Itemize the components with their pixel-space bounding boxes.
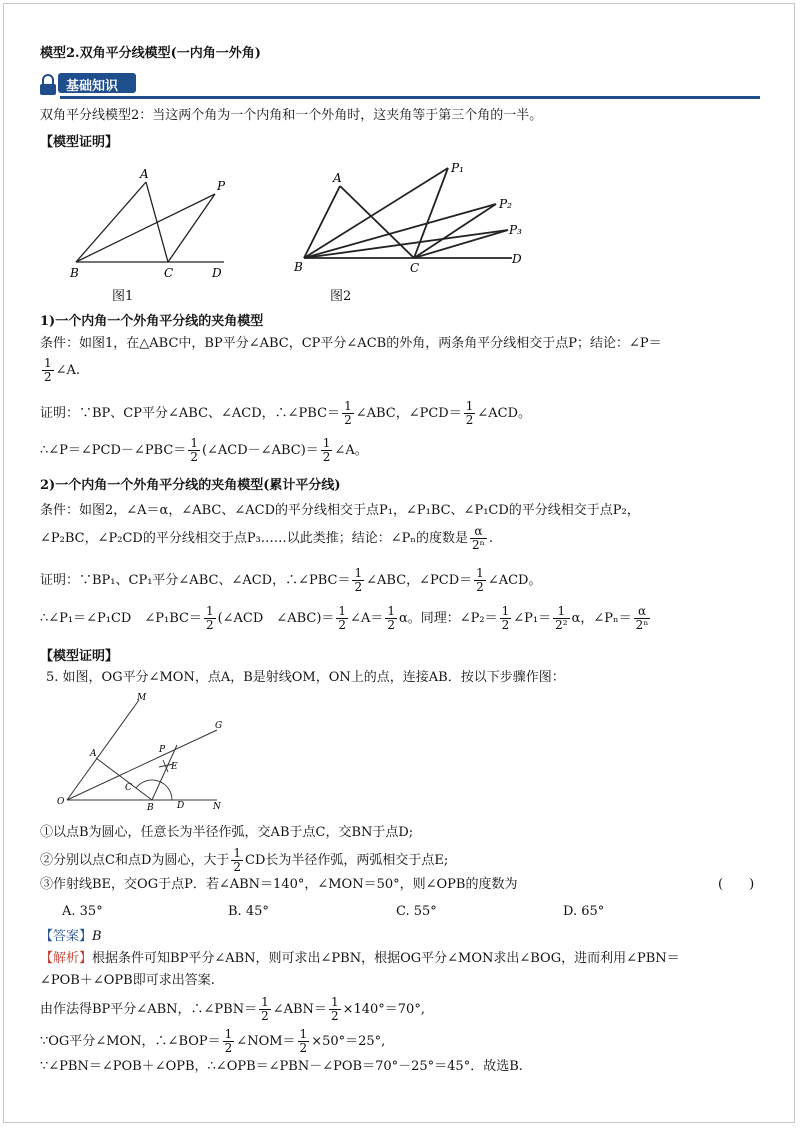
page-title: 模型2.双角平分线模型(一内角一外角) — [40, 46, 261, 61]
label-a: A — [140, 167, 149, 181]
part1-condition-text: 条件：如图1，在△ABC中，BP平分∠ABC，CP平分∠ACB的外角，两条角平分线相交于点P；结论：∠P＝ — [40, 336, 662, 351]
figure-1 — [60, 160, 240, 290]
analysis-label: 【解析】 — [40, 951, 93, 966]
part1-proof2: ∴∠P＝∠PCD－∠PBC＝ $\frac{1}{2}$ (∠ACD－∠ABC)＝ $\frac{1}{2}$ ∠A。 — [40, 436, 368, 464]
step-3: ③作射线BE，交OG于点P．若∠ABN＝140°，∠MON＝50°，则∠OPB的度数为 — [40, 877, 518, 892]
answer-line — [40, 928, 102, 946]
answer-label: 【答案】 — [40, 929, 93, 944]
line-bp3 — [304, 230, 508, 258]
label-o: O — [57, 797, 65, 807]
fraction-half: $\frac{1}{2}$ — [44, 356, 52, 384]
label-a: A — [90, 749, 97, 759]
label-p: P — [217, 179, 226, 193]
part1-proof: 证明：∵BP、CP平分∠ABC、∠ACD，∴∠PBC＝ $\frac{1}{2}$ ∠ABC，∠PCD＝ $\frac{1}{2}$ ∠ACD。 — [40, 399, 532, 427]
part2-title: 2)一个内角一个外角平分线的夹角模型(累计平分线) — [40, 478, 341, 493]
option-b[interactable]: B. 45° — [228, 904, 269, 919]
line-cp3 — [414, 230, 508, 258]
part2-proof: 证明：∵BP₁、CP₁平分∠ABC、∠ACD，∴∠PBC＝ $\frac{1}{2}$ ∠ABC，∠PCD＝ $\frac{1}{2}$ ∠ACD。 — [40, 566, 542, 594]
arc-cd — [136, 780, 172, 800]
label-e: E — [171, 762, 178, 772]
problem-header: 【模型证明】 — [40, 649, 119, 664]
part2-proof2: ∴∠P₁＝∠P₁CD ∠P₁BC＝ $\frac{1}{2}$ (∠ACD ∠ABC)＝ $\frac{1}{2}$ ∠A＝ $\frac{1}{2}$ α。同理：∠P₂＝ $\frac{1}{2}$ ∠P₁＝ $\frac{1}{\text{2²}}$ α，∠Pₙ＝ $\frac{\alpha}{\text{2ⁿ}}$ — [40, 604, 649, 632]
answer-paren: ( ) — [718, 877, 755, 892]
label-b: B — [294, 260, 303, 274]
section-divider — [60, 96, 760, 99]
line-cp — [168, 194, 215, 262]
label-g: G — [215, 721, 223, 731]
label-m: M — [137, 693, 147, 703]
step-2: ②分别以点C和点D为圆心，大于 $\frac{1}{2}$ CD长为半径作弧，两弧相交于点E; — [40, 846, 449, 874]
line-cp1 — [414, 168, 448, 258]
line-cp2 — [414, 204, 496, 258]
line-ba — [76, 182, 146, 262]
label-d: D — [212, 266, 222, 280]
fig2-caption: 图2 — [330, 289, 352, 304]
label-d: D — [512, 252, 522, 266]
label-p3: P₃ — [509, 223, 522, 237]
part1-condition-cont — [40, 357, 80, 384]
part2-condition: 条件：如图2，∠A＝α，∠ABC、∠ACD的平分线相交于点P₁，∠P₁BC、∠P₁CD的平分线相交于点P₂， — [40, 503, 640, 518]
option-d[interactable]: D. 65° — [563, 904, 605, 919]
label-p1: P₁ — [451, 161, 464, 175]
analysis-line-2: ∠POB＋∠OPB即可求出答案. — [40, 973, 215, 988]
problem-figure — [55, 690, 235, 815]
label-c: C — [410, 261, 420, 275]
part1-condition — [40, 335, 662, 353]
problem-stem: 5. 如图，OG平分∠MON，点A，B是射线OM，ON上的点，连接AB．按以下步骤作图： — [46, 670, 565, 685]
line-bp2 — [304, 204, 496, 258]
lock-icon — [38, 74, 58, 96]
label-p2: P₂ — [499, 197, 512, 211]
analysis-line-4: ∵OG平分∠MON，∴∠BOP＝ $\frac{1}{2}$ ∠NOM＝ $\frac{1}{2}$ ×50°＝25°, — [40, 1027, 386, 1055]
ray-og — [67, 730, 217, 800]
analysis-line-5: ∵∠PBN＝∠POB＋∠OPB，∴∠OPB＝∠PBN－∠POB＝70°－25°＝45°．故选B. — [40, 1059, 523, 1074]
option-c[interactable]: C. 55° — [396, 904, 437, 919]
analysis-line-1: 【解析】根据条件可知BP平分∠ABN，则可求出∠PBN，根据OG平分∠MON求出∠BOG，进而利用∠PBN＝ — [40, 951, 680, 966]
part2-condition-cont: ∠P₂BC，∠P₂CD的平分线相交于点P₃……以此类推；结论：∠Pₙ的度数是 $\frac{\alpha}{\text{2ⁿ}}$ . — [40, 524, 494, 552]
label-d: D — [177, 801, 185, 811]
section-badge-label: 基础知识 — [66, 79, 119, 94]
label-b: B — [147, 803, 154, 813]
label-p: P — [159, 745, 166, 755]
label-c: C — [125, 783, 132, 793]
answer-value: B — [92, 929, 102, 944]
label-b: B — [70, 266, 79, 280]
line-bp — [76, 194, 215, 262]
analysis-line-3: 由作法得BP平分∠ABN，∴∠PBN＝ $\frac{1}{2}$ ∠ABN＝ $\frac{1}{2}$ ×140°＝70°, — [40, 995, 425, 1023]
label-a: A — [333, 171, 342, 185]
intro-text: 双角平分线模型2：当这两个角为一个内角和一个外角时，这夹角等于第三个角的一半。 — [40, 108, 543, 123]
proof-header: 【模型证明】 — [40, 135, 119, 150]
label-n: N — [213, 802, 221, 812]
label-c: C — [164, 266, 174, 280]
part1-title: 1)一个内角一个外角平分线的夹角模型 — [40, 314, 264, 329]
part1-condition-end: ∠A. — [55, 363, 81, 378]
option-a[interactable]: A. 35° — [62, 904, 103, 919]
fig1-caption: 图1 — [112, 289, 134, 304]
figure-2 — [290, 158, 530, 278]
step-1: ①以点B为圆心，任意长为半径作弧，交AB于点C，交BN于点D; — [40, 825, 414, 840]
